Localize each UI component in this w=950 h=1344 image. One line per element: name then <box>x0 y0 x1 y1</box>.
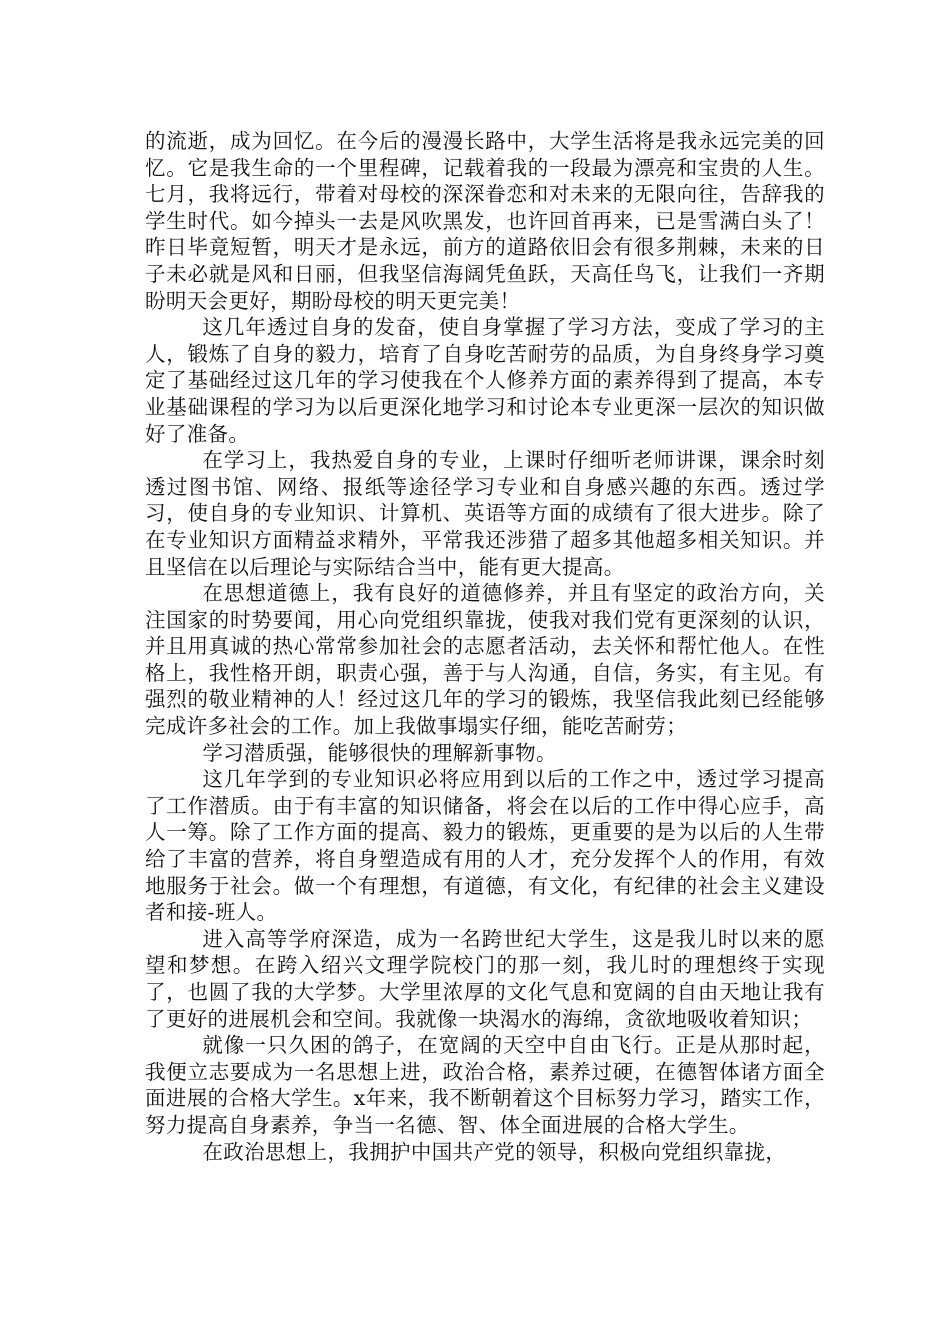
paragraph-5: 学习潜质强，能够很快的理解新事物。 <box>202 740 557 765</box>
paragraph-7: 进入高等学府深造，成为一名跨世纪大学生，这是我儿时以来的愿望和梦想。在跨入绍兴文理学院校门的那一刻，我儿时的理想终于实现了，也圆了我的大学梦。大学里浓厚的文化气息和宽阔的自由天地让我有了更好的进展机会和空间。我就像一块渴水的海绵，贪欲地吸收着知识； <box>145 926 825 1031</box>
paragraph-8: 就像一只久困的鸽子，在宽阔的天空中自由飞行。正是从那时起，我便立志要成为一名思想上进，政治合格，素养过硬，在德智体诸方面全面进展的合格大学生。x年来，我不断朝着这个目标努力学习，踏实工作，努力提高自身素养，争当一名德、智、体全面进展的合格大学生。 <box>145 1033 825 1137</box>
paragraph-4: 在思想道德上，我有良好的道德修养，并且有坚定的政治方向，关注国家的时势要闻，用心向党组织靠拢，使我对我们党有更深刻的认识，并且用真诚的热心常常参加社会的志愿者活动，去关怀和帮忙他人。在性格上，我性格开朗，职责心强，善于与人沟通，自信，务实，有主见。有强烈的敬业精神的人！经过这几年的学习的锻炼，我坚信我此刻已经能够完成许多社会的工作。加上我做事塌实仔细，能吃苦耐劳； <box>145 581 825 739</box>
paragraph-1: 的流逝，成为回忆。在今后的漫漫长路中，大学生活将是我永远完美的回忆。它是我生命的一个里程碑，记载着我的一段最为漂亮和宝贵的人生。七月，我将远行，带着对母校的深深眷恋和对未来的无限向往，告辞我的学生时代。如今掉头一去是风吹黑发，也许回首再来，已是雪满白头了！昨日毕竟短暂，明天才是永远，前方的道路依旧会有很多荆棘，未来的日子未必就是风和日丽，但我坚信海阔凭鱼跃，天高任鸟飞，让我们一齐期盼明天会更好，期盼母校的明天更完美！ <box>145 129 825 313</box>
paragraph-6: 这几年学到的专业知识必将应用到以后的工作之中，透过学习提高了工作潜质。由于有丰富的知识储备，将会在以后的工作中得心应手，高人一筹。除了工作方面的提高、毅力的锻炼，更重要的是为以后的人生带给了丰富的营养，将自身塑造成有用的人才，充分发挥个人的作用，有效地服务于社会。做一个有理想，有道德，有文化，有纪律的社会主义建设者和接-班人。 <box>145 767 825 925</box>
paragraph-2: 这几年透过自身的发奋，使自身掌握了学习方法，变成了学习的主人，锻炼了自身的毅力，培育了自身吃苦耐劳的品质，为自身终身学习奠定了基础经过这几年的学习使我在个人修养方面的素养得到了提高，本专业基础课程的学习为以后更深化地学习和讨论本专业更深一层次的知识做好了准备。 <box>145 315 825 446</box>
document-body <box>145 128 825 1165</box>
paragraph-9: 在政治思想上，我拥护中国共产党的领导，积极向党组织靠拢， <box>202 1139 787 1164</box>
paragraph-3: 在学习上，我热爱自身的专业，上课时仔细听老师讲课，课余时刻透过图书馆、网络、报纸等途径学习专业和自身感兴趣的东西。透过学习，使自身的专业知识、计算机、英语等方面的成绩有了很大进步。除了在专业知识方面精益求精外，平常我还涉猎了超多其他超多相关知识。并且坚信在以后理论与实际结合当中，能有更大提高。 <box>145 448 825 579</box>
